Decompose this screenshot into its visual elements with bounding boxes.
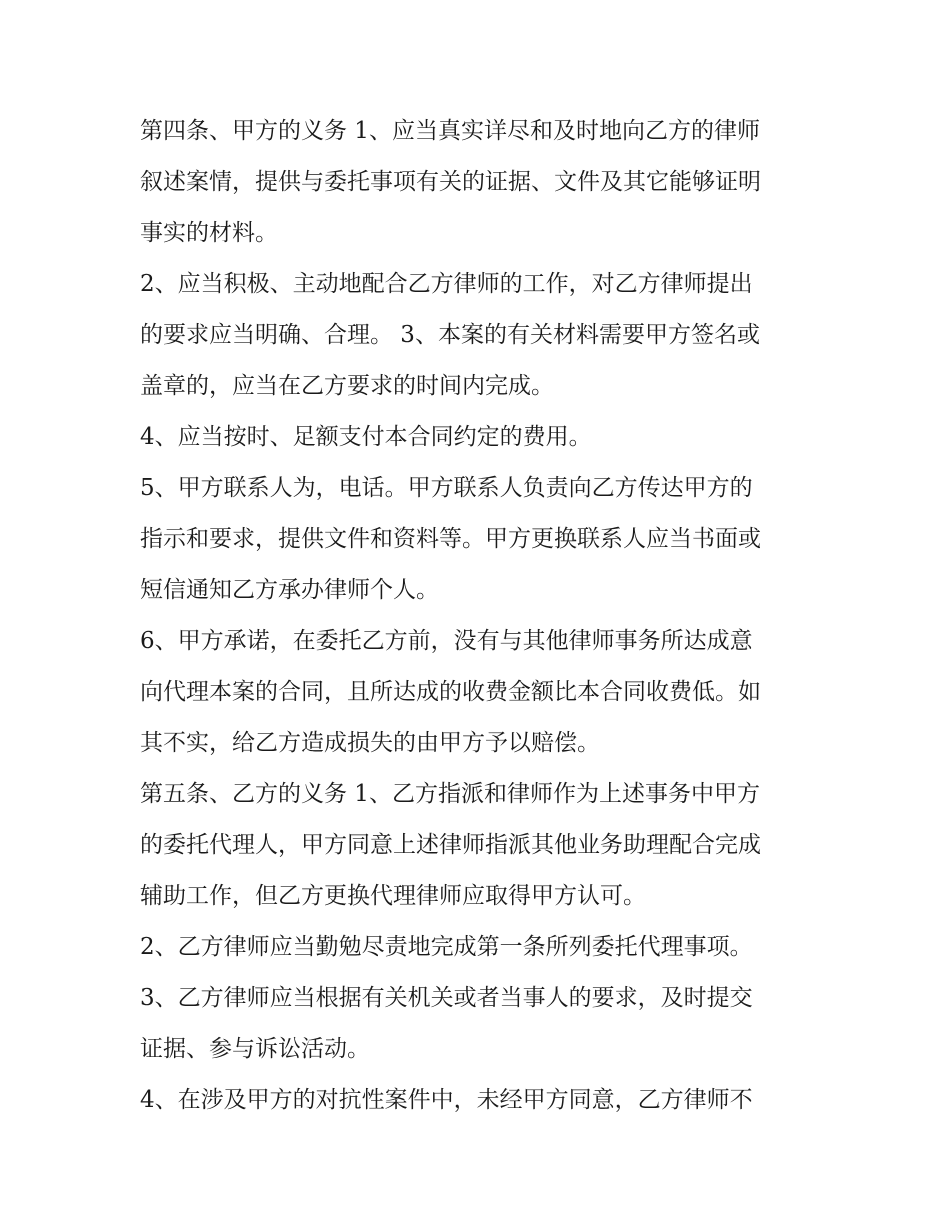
text-line: 4、在涉及甲方的对抗性案件中，未经甲方同意，乙方律师不 — [140, 1087, 753, 1113]
text-line: 6、甲方承诺，在委托乙方前，没有与其他律师事务所达成意 — [140, 628, 753, 654]
text-line: 2、乙方律师应当勤勉尽责地完成第一条所列委托代理事项。 — [140, 934, 753, 960]
text-line: 证据、参与诉讼活动。 — [140, 1036, 370, 1062]
text-line: 短信通知乙方承办律师个人。 — [140, 577, 439, 603]
text-line: 第五条、乙方的义务 1、乙方指派和律师作为上述事务中甲方 — [140, 781, 760, 807]
text-line: 叙述案情，提供与委托事项有关的证据、文件及其它能够证明 — [140, 169, 761, 195]
text-line: 辅助工作，但乙方更换代理律师应取得甲方认可。 — [140, 883, 646, 909]
text-line: 的委托代理人，甲方同意上述律师指派其他业务助理配合完成 — [140, 832, 761, 858]
text-line: 5、甲方联系人为，电话。甲方联系人负责向乙方传达甲方的 — [140, 475, 753, 501]
text-line: 第四条、甲方的义务 1、应当真实详尽和及时地向乙方的律师 — [140, 118, 760, 144]
text-line: 2、应当积极、主动地配合乙方律师的工作，对乙方律师提出 — [140, 271, 753, 297]
text-line: 事实的材料。 — [140, 220, 278, 246]
text-line: 指示和要求，提供文件和资料等。甲方更换联系人应当书面或 — [140, 526, 761, 552]
text-line: 的要求应当明确、合理。 3、本案的有关材料需要甲方签名或 — [140, 322, 760, 348]
text-line: 3、乙方律师应当根据有关机关或者当事人的要求，及时提交 — [140, 985, 753, 1011]
text-line: 其不实，给乙方造成损失的由甲方予以赔偿。 — [140, 730, 600, 756]
text-line: 向代理本案的合同，且所达成的收费金额比本合同收费低。如 — [140, 679, 761, 705]
text-line: 4、应当按时、足额支付本合同约定的费用。 — [140, 424, 592, 450]
contract-body — [140, 106, 820, 1126]
text-line: 盖章的，应当在乙方要求的时间内完成。 — [140, 373, 554, 399]
